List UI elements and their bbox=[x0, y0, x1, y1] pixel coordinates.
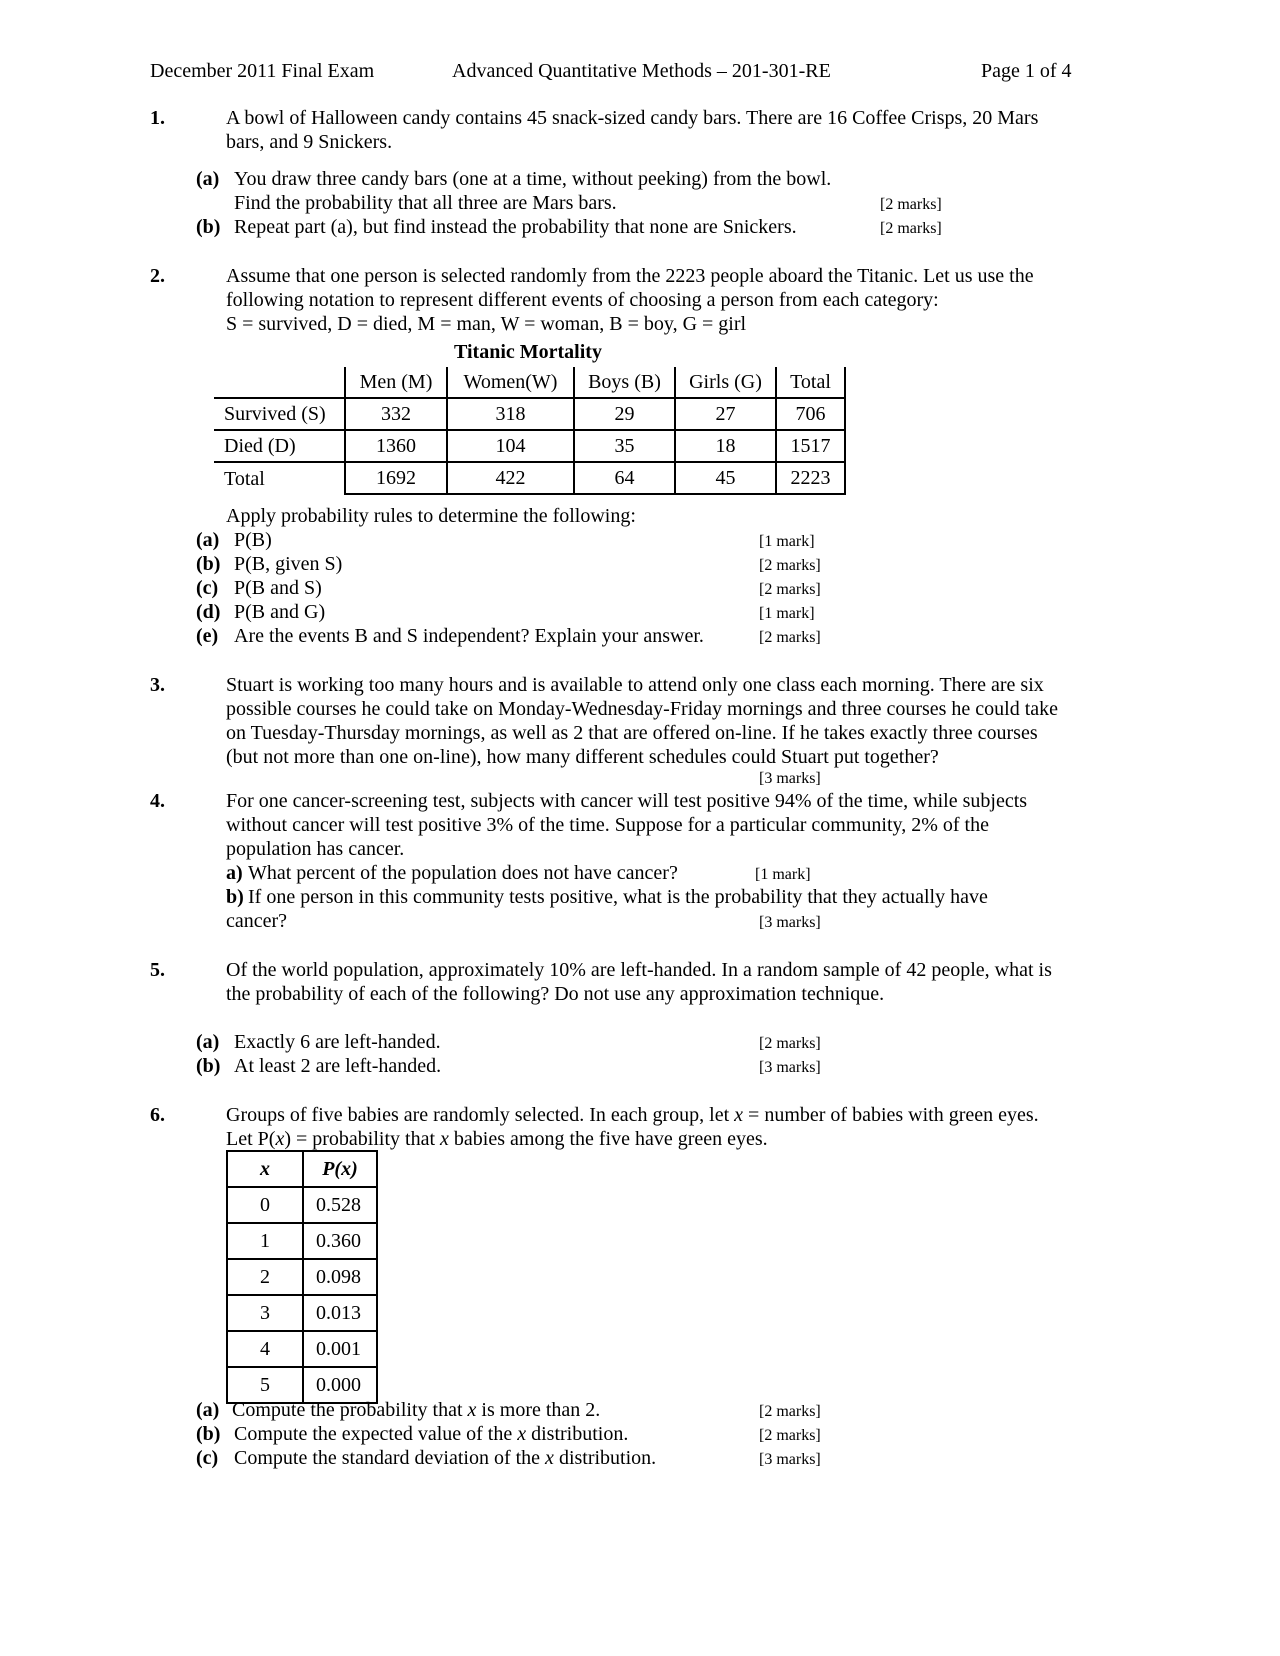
titanic-table bbox=[214, 367, 846, 495]
part-text: You draw three candy bars (one at a time, without peeking) from the bowl. bbox=[234, 168, 832, 190]
part-text: P(B and S) bbox=[234, 577, 322, 599]
part-text: cancer? bbox=[226, 910, 288, 932]
part-label: (a) bbox=[196, 1399, 220, 1421]
table-cell: 422 bbox=[447, 462, 574, 494]
question-text: Assume that one person is selected randomly from the 2223 people aboard the Titanic. Let us use the bbox=[226, 265, 1034, 287]
question-text: For one cancer-screening test, subjects with cancer will test positive 94% of the time, while subjects bbox=[226, 790, 1028, 812]
table-cell: 0.098 bbox=[303, 1259, 377, 1295]
table-cell: 0.000 bbox=[303, 1367, 377, 1403]
table-cell: 35 bbox=[574, 430, 675, 462]
part-label: (b) bbox=[196, 1055, 221, 1077]
question-number: 2. bbox=[150, 265, 165, 287]
table-cell: 1692 bbox=[345, 462, 447, 494]
marks: [3 marks] bbox=[759, 1451, 821, 1468]
marks: [2 marks] bbox=[759, 1403, 821, 1420]
table-cell: 1 bbox=[227, 1223, 303, 1259]
column-header: Girls (G) bbox=[675, 367, 776, 398]
question-number: 5. bbox=[150, 959, 165, 981]
question-text: Stuart is working too many hours and is available to attend only one class each morning. There are six bbox=[226, 674, 1044, 696]
table-title: Titanic Mortality bbox=[454, 341, 602, 363]
table-cell: 3 bbox=[227, 1295, 303, 1331]
question-text: S = survived, D = died, M = man, W = woman, B = boy, G = girl bbox=[226, 313, 747, 335]
part-label: (a) bbox=[196, 168, 220, 190]
marks: [3 marks] bbox=[759, 914, 821, 931]
row-label: Survived (S) bbox=[214, 398, 345, 430]
table-row bbox=[214, 398, 845, 430]
table-cell: 4 bbox=[227, 1331, 303, 1367]
part-text: P(B and G) bbox=[234, 601, 326, 623]
question-text: Let P(x) = probability that x babies among the five have green eyes. bbox=[226, 1128, 768, 1150]
table-cell: 5 bbox=[227, 1367, 303, 1403]
marks: [2 marks] bbox=[880, 196, 942, 213]
marks: [2 marks] bbox=[759, 557, 821, 574]
marks: [2 marks] bbox=[759, 581, 821, 598]
table-cell: 104 bbox=[447, 430, 574, 462]
marks: [3 marks] bbox=[759, 770, 821, 787]
marks: [3 marks] bbox=[759, 1059, 821, 1076]
question-number: 4. bbox=[150, 790, 165, 812]
row-label: Total bbox=[214, 462, 345, 494]
part-label: (a) bbox=[196, 1031, 220, 1053]
part-text: P(B, given S) bbox=[234, 553, 343, 575]
marks: [2 marks] bbox=[880, 220, 942, 237]
table-cell: 318 bbox=[447, 398, 574, 430]
question-number: 6. bbox=[150, 1104, 165, 1126]
part-text: At least 2 are left-handed. bbox=[234, 1055, 442, 1077]
table-row bbox=[214, 430, 845, 462]
part-text: P(B) bbox=[234, 529, 272, 551]
table-row bbox=[227, 1259, 377, 1295]
part-text: Compute the probability that x is more than 2. bbox=[232, 1399, 601, 1421]
question-text: population has cancer. bbox=[226, 838, 405, 860]
part-text: Are the events B and S independent? Explain your answer. bbox=[234, 625, 704, 647]
probability-table bbox=[226, 1150, 378, 1404]
part-label: (a) bbox=[196, 529, 220, 551]
table-cell: 0.013 bbox=[303, 1295, 377, 1331]
marks: [1 mark] bbox=[755, 866, 811, 883]
column-header: Total bbox=[776, 367, 845, 398]
part-label: (b) bbox=[196, 216, 221, 238]
table-cell: 1360 bbox=[345, 430, 447, 462]
part-label: a) bbox=[226, 862, 243, 884]
part-text: Exactly 6 are left-handed. bbox=[234, 1031, 441, 1053]
column-header: Women(W) bbox=[447, 367, 574, 398]
marks: [1 mark] bbox=[759, 605, 815, 622]
column-header-px: P(x) bbox=[303, 1151, 377, 1187]
table-cell: 18 bbox=[675, 430, 776, 462]
row-label: Died (D) bbox=[214, 430, 345, 462]
part-text: What percent of the population does not have cancer? bbox=[248, 862, 678, 884]
table-cell: 2 bbox=[227, 1259, 303, 1295]
table-cell: 27 bbox=[675, 398, 776, 430]
part-label: (b) bbox=[196, 553, 221, 575]
question-text: (but not more than one on-line), how many different schedules could Stuart put together? bbox=[226, 746, 939, 768]
table-cell: 45 bbox=[675, 462, 776, 494]
part-label: (d) bbox=[196, 601, 221, 623]
question-text: on Tuesday-Thursday mornings, as well as 2 that are offered on-line. If he takes exactly three courses bbox=[226, 722, 1038, 744]
question-number: 1. bbox=[150, 107, 165, 129]
marks: [2 marks] bbox=[759, 1427, 821, 1444]
header-page-number: Page 1 of 4 bbox=[981, 60, 1072, 82]
part-label: (b) bbox=[196, 1423, 221, 1445]
marks: [2 marks] bbox=[759, 1035, 821, 1052]
table-cell: 29 bbox=[574, 398, 675, 430]
table-header-row bbox=[214, 367, 845, 398]
table-cell: 706 bbox=[776, 398, 845, 430]
part-label: (e) bbox=[196, 625, 219, 647]
marks: [2 marks] bbox=[759, 629, 821, 646]
header-left: December 2011 Final Exam bbox=[150, 60, 375, 82]
table-cell: 0.001 bbox=[303, 1331, 377, 1367]
table-cell: 332 bbox=[345, 398, 447, 430]
part-text: Compute the expected value of the x distribution. bbox=[234, 1423, 629, 1445]
table-row bbox=[227, 1295, 377, 1331]
marks: [1 mark] bbox=[759, 533, 815, 550]
part-text: Find the probability that all three are Mars bars. bbox=[234, 192, 617, 214]
part-text: Compute the standard deviation of the x distribution. bbox=[234, 1447, 657, 1469]
table-cell: 0 bbox=[227, 1187, 303, 1223]
table-corner bbox=[214, 367, 345, 398]
part-label: b) bbox=[226, 886, 244, 908]
question-text: bars, and 9 Snickers. bbox=[226, 131, 393, 153]
question-text: following notation to represent different events of choosing a person from each category: bbox=[226, 289, 939, 311]
table-cell: 0.528 bbox=[303, 1187, 377, 1223]
part-label: (c) bbox=[196, 1447, 219, 1469]
table-cell: 2223 bbox=[776, 462, 845, 494]
table-row bbox=[227, 1187, 377, 1223]
part-label: (c) bbox=[196, 577, 219, 599]
table-row bbox=[214, 462, 845, 494]
table-row bbox=[227, 1223, 377, 1259]
table-cell: 0.360 bbox=[303, 1223, 377, 1259]
table-row bbox=[227, 1331, 377, 1367]
part-text: Repeat part (a), but find instead the probability that none are Snickers. bbox=[234, 216, 797, 238]
table-header-row bbox=[227, 1151, 377, 1187]
table-cell: 64 bbox=[574, 462, 675, 494]
question-text: A bowl of Halloween candy contains 45 snack-sized candy bars. There are 16 Coffee Crisps, 20 Mars bbox=[226, 107, 1039, 129]
question-text: Groups of five babies are randomly selected. In each group, let x = number of babies with green eyes. bbox=[226, 1104, 1039, 1126]
column-header: Boys (B) bbox=[574, 367, 675, 398]
question-text: Of the world population, approximately 10% are left-handed. In a random sample of 42 people, what is bbox=[226, 959, 1052, 981]
question-text: without cancer will test positive 3% of the time. Suppose for a particular community, 2% of the bbox=[226, 814, 989, 836]
question-number: 3. bbox=[150, 674, 165, 696]
header-title: Advanced Quantitative Methods – 201-301-RE bbox=[452, 60, 831, 82]
instruction-text: Apply probability rules to determine the following: bbox=[226, 505, 636, 527]
question-text: the probability of each of the following? Do not use any approximation technique. bbox=[226, 983, 885, 1005]
table-cell: 1517 bbox=[776, 430, 845, 462]
part-text: If one person in this community tests positive, what is the probability that they actually have bbox=[248, 886, 988, 908]
column-header-x: x bbox=[227, 1151, 303, 1187]
question-text: possible courses he could take on Monday-Wednesday-Friday mornings and three courses he could take bbox=[226, 698, 1059, 720]
column-header: Men (M) bbox=[345, 367, 447, 398]
